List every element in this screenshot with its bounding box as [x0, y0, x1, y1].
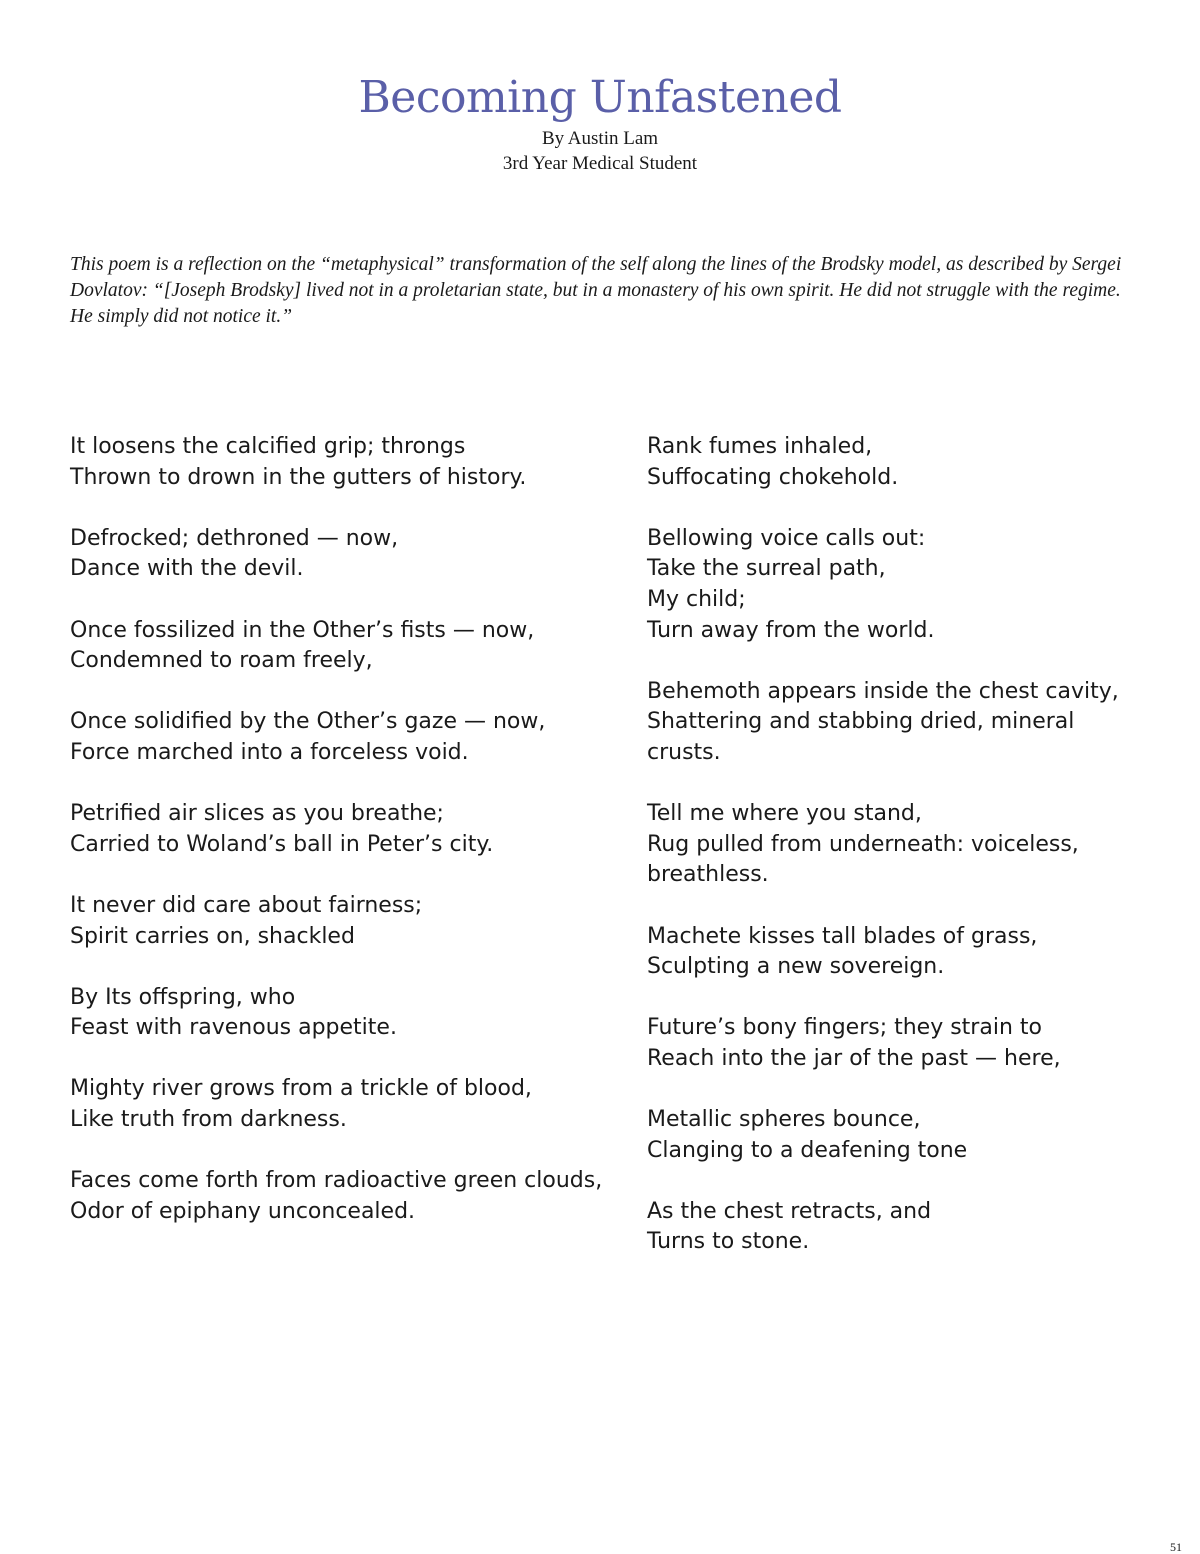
stanza: [70, 616, 630, 677]
poem-line: Condemned to roam freely,: [70, 648, 373, 674]
author-byline: By Austin Lam: [541, 128, 659, 149]
poem-line: It loosens the calcified grip; throngs: [70, 434, 466, 459]
poem-line: Tell me where you stand,: [647, 801, 922, 827]
stanza: [647, 799, 1147, 891]
poem-line: Take the surreal path,: [647, 556, 886, 582]
stanza: [70, 983, 630, 1044]
stanza: [70, 891, 630, 952]
poem-line: Petrified air slices as you breathe;: [70, 801, 444, 827]
poem-line: Machete kisses tall blades of grass,: [647, 923, 1038, 949]
stanza: [70, 1074, 630, 1135]
stanza: [70, 707, 630, 768]
stanza: [647, 524, 1147, 646]
stanza: [647, 922, 1147, 983]
poem-line: Faces come forth from radioactive green clouds,: [70, 1168, 603, 1194]
stanza: [70, 524, 630, 585]
poem-line: Like truth from darkness.: [70, 1107, 347, 1133]
stanza: [647, 677, 1147, 769]
poem-line: Spirit carries on, shackled: [70, 923, 355, 949]
poem-line: Feast with ravenous appetite.: [70, 1015, 397, 1041]
poem-line: Sculpting a new sovereign.: [647, 954, 945, 980]
poem-column-left: [70, 432, 630, 1258]
stanza: [647, 432, 1147, 493]
stanza: [647, 1197, 1147, 1258]
poem-line: Once solidified by the Other’s gaze — now,: [70, 709, 546, 735]
poem-line: Turns to stone.: [647, 1229, 810, 1255]
poem-line: Shattering and stabbing dried, mineral crusts.: [647, 709, 1075, 765]
poem-line: Defrocked; dethroned — now,: [70, 525, 399, 551]
poem-column-right: [647, 432, 1147, 1289]
poem-line: Rank fumes inhaled,: [647, 434, 873, 459]
poem-title: Becoming Unfastened: [358, 72, 842, 123]
poem-line: My child;: [647, 586, 746, 612]
poem-header: [0, 70, 1200, 176]
poem-line: Reach into the jar of the past — here,: [647, 1045, 1061, 1071]
poem-line: Turn away from the world.: [647, 617, 935, 643]
poem-line: Mighty river grows from a trickle of blood,: [70, 1076, 532, 1102]
stanza: [647, 1013, 1147, 1074]
poem-line: Future’s bony fingers; they strain to: [647, 1015, 1042, 1041]
poem-line: Suffocating chokehold.: [647, 464, 899, 490]
poem-line: It never did care about fairness;: [70, 892, 423, 918]
stanza: [70, 432, 630, 493]
poem-introduction: This poem is a reflection on the “metaphysical” transformation of the self along the lines of the Brodsky model, as described by Sergei Dovlatov: “[Joseph Brodsky] lived not in a proletarian state, but in a monastery of his own spirit. He did not struggle with the regime. He simply did not notice it.”: [70, 254, 1122, 327]
stanza: [647, 1105, 1147, 1166]
poem-line: Rug pulled from underneath: voiceless, breathless.: [647, 831, 1079, 888]
poem-line: Force marched into a forceless void.: [70, 739, 469, 765]
poem-line: Bellowing voice calls out:: [647, 525, 926, 551]
stanza: [70, 1166, 630, 1227]
poem-line: As the chest retracts, and: [647, 1198, 932, 1224]
author-affiliation: 3rd Year Medical Student: [502, 153, 698, 174]
poem-line: Carried to Woland’s ball in Peter’s city.: [70, 831, 494, 857]
poem-line: Metallic spheres bounce,: [647, 1107, 921, 1133]
poem-line: Behemoth appears inside the chest cavity,: [647, 678, 1119, 704]
poem-line: Thrown to drown in the gutters of history.: [70, 464, 527, 490]
poem-line: Once fossilized in the Other’s fists — now,: [70, 617, 535, 643]
poem-line: Clanging to a deafening tone: [647, 1137, 968, 1163]
poem-line: Dance with the devil.: [70, 556, 304, 582]
page-number: 51: [1170, 1540, 1182, 1554]
poem-line: Odor of epiphany unconcealed.: [70, 1198, 416, 1224]
stanza: [70, 799, 630, 860]
poem-line: By Its offspring, who: [70, 984, 296, 1010]
